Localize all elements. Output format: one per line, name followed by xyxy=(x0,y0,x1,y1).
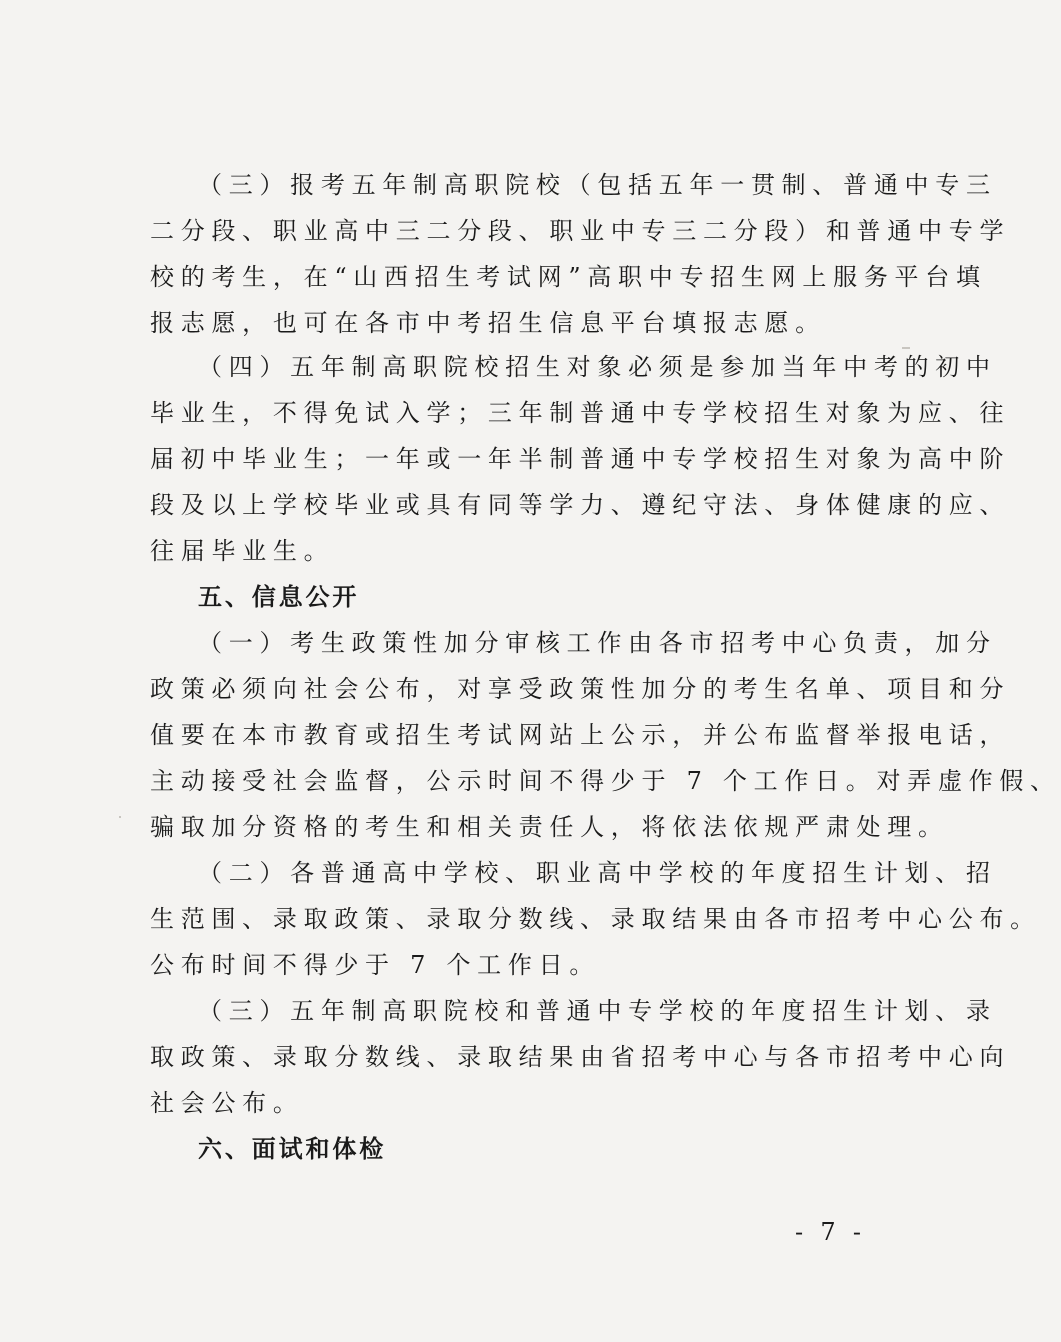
scan-mark xyxy=(902,347,910,349)
section-heading-interview-and-physical-exam: 六、面试和体检 xyxy=(198,1135,387,1163)
scan-mark xyxy=(119,816,121,818)
page-number: - 7 - xyxy=(795,1218,866,1246)
paragraph-5-2-line-2: 生范围、录取政策、录取分数线、录取结果由各市招考中心公布。 xyxy=(150,905,1041,933)
paragraph-5-3-line-3: 社会公布。 xyxy=(150,1089,304,1117)
paragraph-5-3-line-1: （三）五年制高职院校和普通中专学校的年度招生计划、录 xyxy=(198,997,997,1025)
paragraph-3-line-2: 二分段、职业高中三二分段、职业中专三二分段）和普通中专学 xyxy=(150,217,1011,245)
paragraph-5-1-line-2: 政策必须向社会公布，对享受政策性加分的考生名单、项目和分 xyxy=(150,675,1011,703)
paragraph-4-line-5: 往届毕业生。 xyxy=(150,537,335,565)
paragraph-5-3-line-2: 取政策、录取分数线、录取结果由省招考中心与各市招考中心向 xyxy=(150,1043,1011,1071)
paragraph-3-line-1: （三）报考五年制高职院校（包括五年一贯制、普通中专三 xyxy=(198,171,997,199)
paragraph-4-line-3: 届初中毕业生；一年或一年半制普通中专学校招生对象为高中阶 xyxy=(150,445,1011,473)
paragraph-3-line-3: 校的考生，在“山西招生考试网”高职中专招生网上服务平台填 xyxy=(150,263,987,291)
section-heading-information-disclosure: 五、信息公开 xyxy=(198,583,360,611)
paragraph-5-2-line-1: （二）各普通高中学校、职业高中学校的年度招生计划、招 xyxy=(198,859,997,887)
paragraph-4-line-4: 段及以上学校毕业或具有同等学力、遵纪守法、身体健康的应、 xyxy=(150,491,1011,519)
paragraph-5-1-line-3: 值要在本市教育或招生考试网站上公示，并公布监督举报电话， xyxy=(150,721,1011,749)
paragraph-4-line-1: （四）五年制高职院校招生对象必须是参加当年中考的初中 xyxy=(198,353,997,381)
paragraph-4-line-2: 毕业生，不得免试入学；三年制普通中专学校招生对象为应、往 xyxy=(150,399,1011,427)
paragraph-5-2-line-3: 公布时间不得少于 7 个工作日。 xyxy=(150,951,601,979)
paragraph-5-1-line-4: 主动接受社会监督，公示时间不得少于 7 个工作日。对弄虚作假、 xyxy=(150,767,1061,795)
paragraph-5-1-line-5: 骗取加分资格的考生和相关责任人，将依法依规严肃处理。 xyxy=(150,813,949,841)
paragraph-5-1-line-1: （一）考生政策性加分审核工作由各市招考中心负责，加分 xyxy=(198,629,997,657)
paragraph-3-line-4: 报志愿，也可在各市中考招生信息平台填报志愿。 xyxy=(150,309,826,337)
